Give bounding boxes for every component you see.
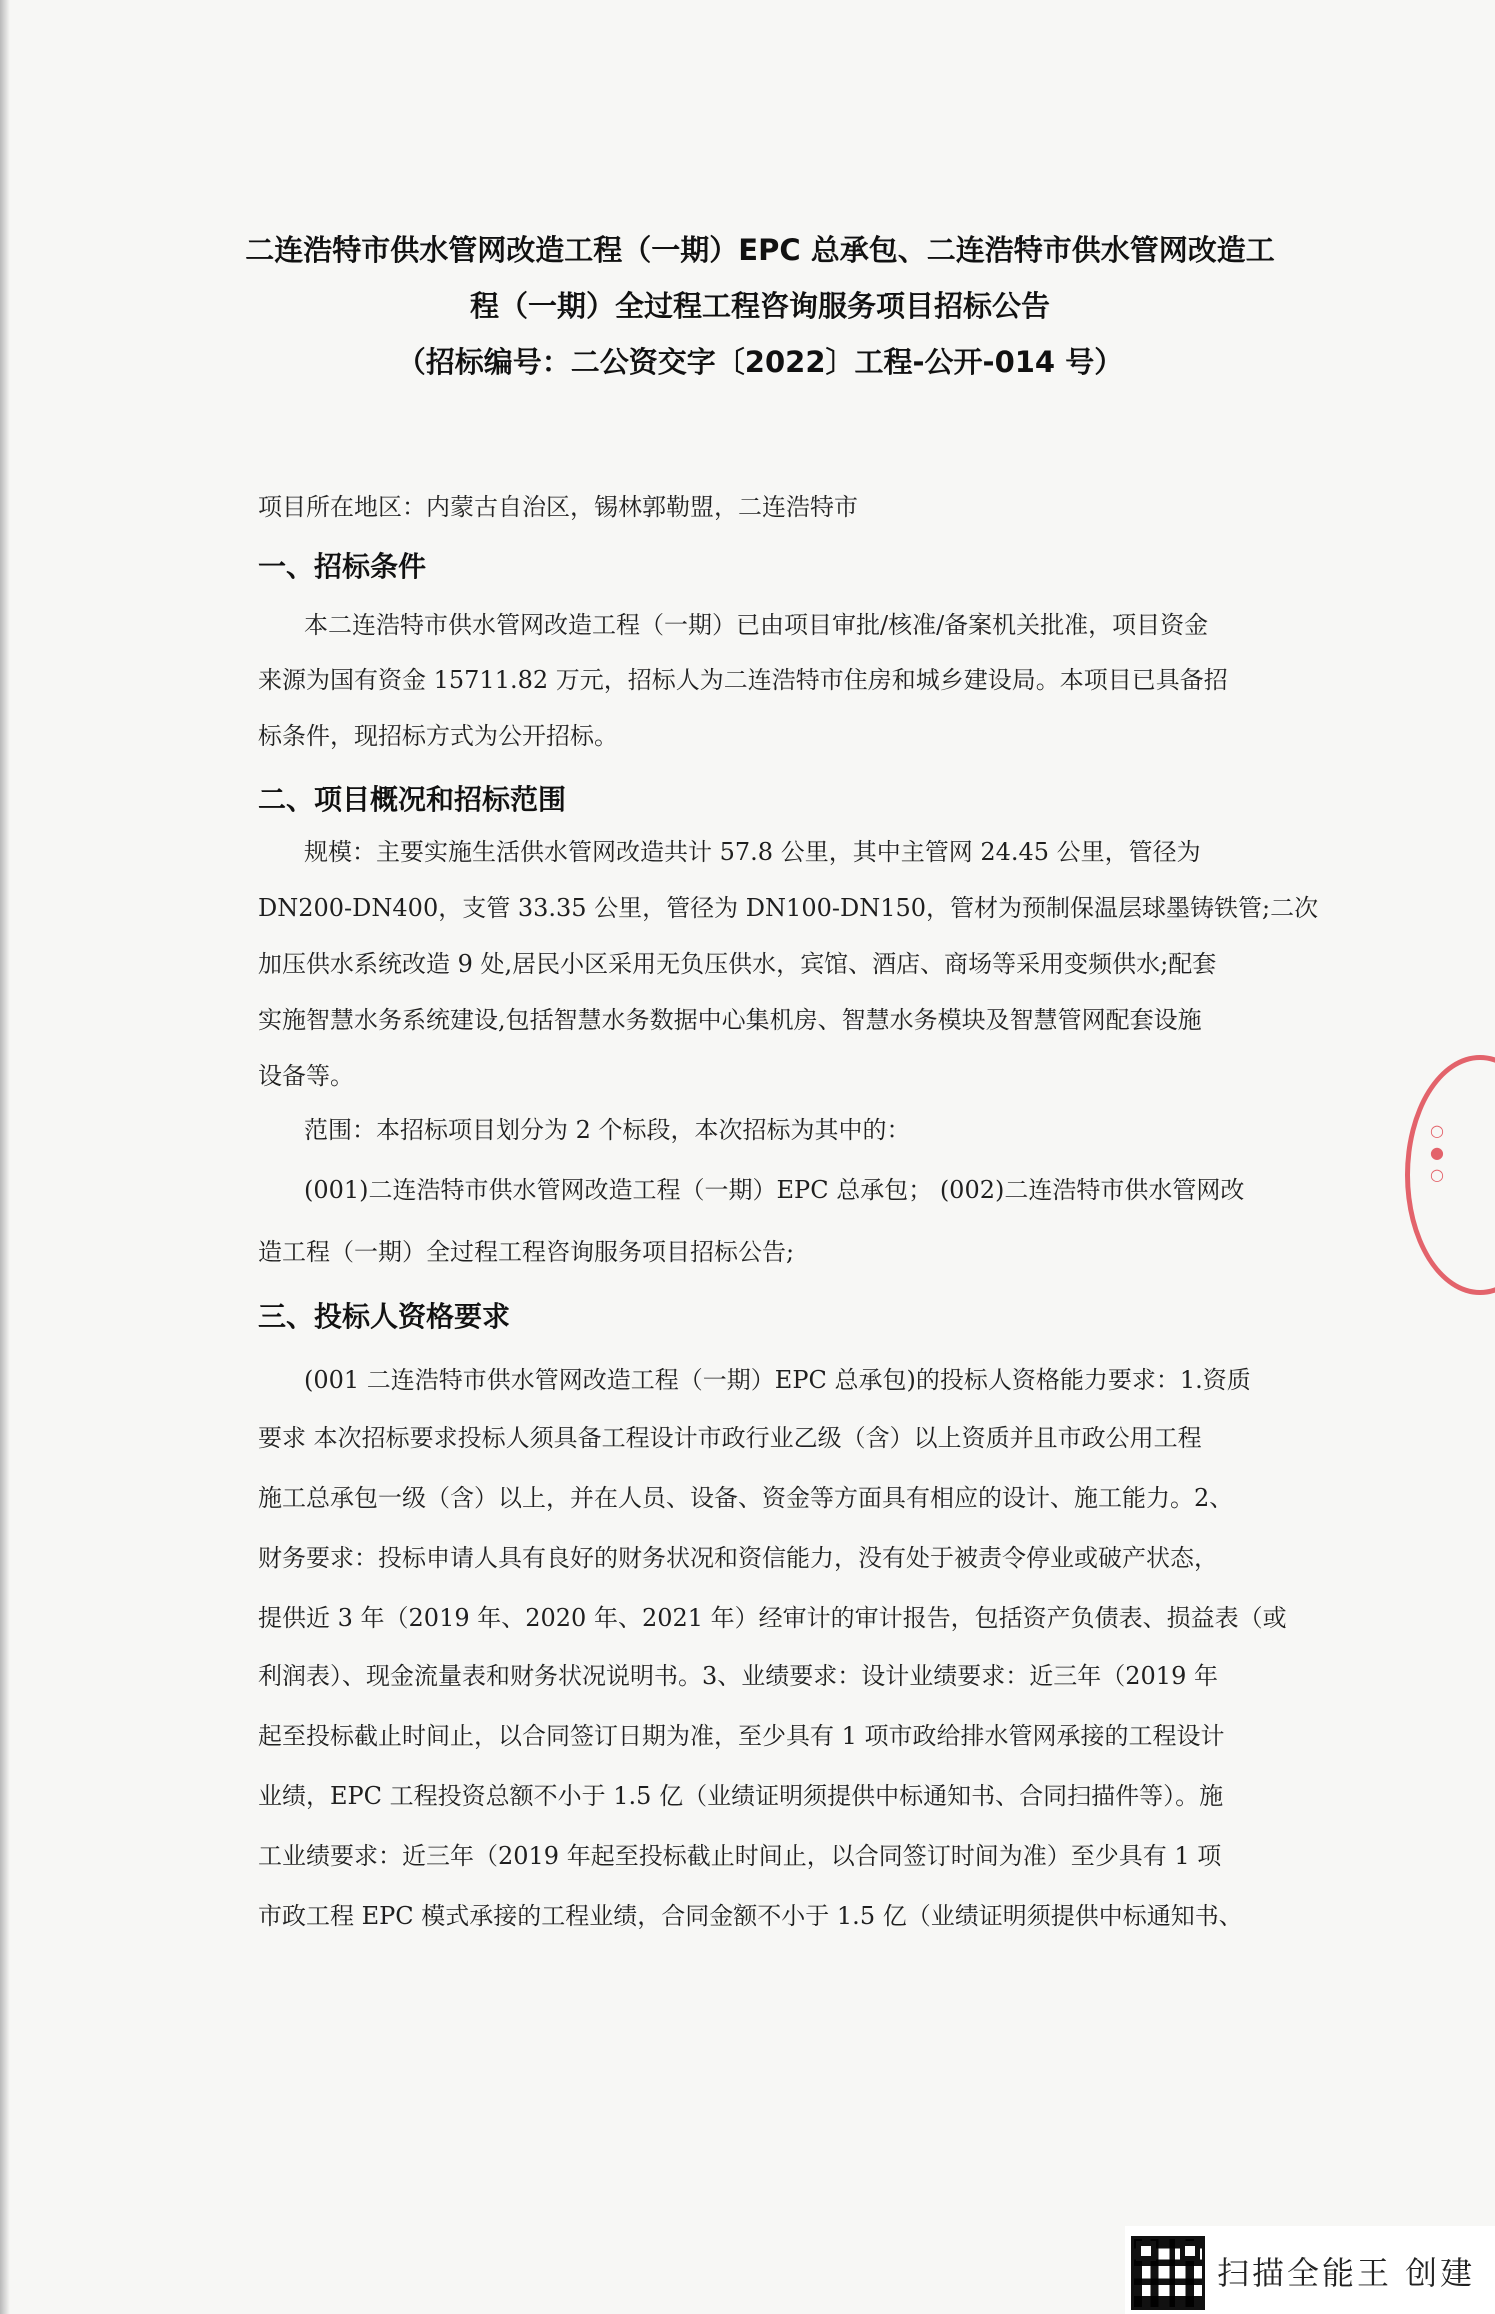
section-3-line: 工业绩要求：近三年（2019 年起至投标截止时间止，以合同签订时间为准）至少具有 1 项: [258, 1842, 1222, 1870]
section-3-line: 财务要求：投标申请人具有良好的财务状况和资信能力，没有处于被责令停业或破产状态，: [258, 1544, 1218, 1572]
qr-code-icon: [1131, 2236, 1205, 2310]
section-3-line: 市政工程 EPC 模式承接的工程业绩，合同金额不小于 1.5 亿（业绩证明须提供中标通知书、: [258, 1902, 1243, 1930]
section-3-line: (001 二连浩特市供水管网改造工程（一期）EPC 总承包)的投标人资格能力要求：1.资质: [304, 1366, 1251, 1394]
section-heading-2: 二、项目概况和招标范围: [258, 783, 567, 816]
section-3-line: 施工总承包一级（含）以上，并在人员、设备、资金等方面具有相应的设计、施工能力。2、: [258, 1484, 1234, 1512]
section-2-line: 实施智慧水务系统建设,包括智慧水务数据中心集机房、智慧水务模块及智慧管网配套设施: [258, 1006, 1202, 1034]
section-3-line: 起至投标截止时间止，以合同签订日期为准，至少具有 1 项市政给排水管网承接的工程设计: [258, 1722, 1225, 1750]
section-heading-3: 三、投标人资格要求: [258, 1300, 511, 1333]
section-1-line: 标条件，现招标方式为公开招标。: [258, 722, 618, 750]
section-1-line: 本二连浩特市供水管网改造工程（一期）已由项目审批/核准/备案机关批准，项目资金: [304, 611, 1209, 639]
section-3-line: 利润表）、现金流量表和财务状况说明书。3、业绩要求：设计业绩要求：近三年（2019 年: [258, 1662, 1218, 1690]
scanner-watermark: [1125, 2226, 1495, 2314]
section-2-line: 规模：主要实施生活供水管网改造共计 57.8 公里，其中主管网 24.45 公里，管径为: [304, 838, 1201, 866]
project-region: 项目所在地区：内蒙古自治区，锡林郭勒盟，二连浩特市: [258, 493, 858, 521]
section-2-line: 范围：本招标项目划分为 2 个标段，本次招标为其中的：: [304, 1116, 911, 1144]
section-heading-1: 一、招标条件: [258, 550, 427, 583]
section-2-line: (001)二连浩特市供水管网改造工程（一期）EPC 总承包； (002)二连浩特市供水管网改: [304, 1176, 1245, 1204]
section-3-line: 业绩，EPC 工程投资总额不小于 1.5 亿（业绩证明须提供中标通知书、合同扫描件等）。施: [258, 1782, 1224, 1810]
section-2-line: 设备等。: [258, 1062, 354, 1090]
scan-shadow-edge: [0, 0, 10, 2314]
section-2-line: DN200-DN400，支管 33.35 公里，管径为 DN100-DN150，管材为预制保温层球墨铸铁管;二次: [258, 894, 1319, 922]
section-3-line: 要求 本次招标要求投标人须具备工程设计市政行业乙级（含）以上资质并且市政公用工程: [258, 1424, 1202, 1452]
watermark-text: 扫描全能王 创建: [1217, 2254, 1476, 2292]
stamp-marks: ○ ● ○: [1430, 1121, 1444, 1184]
title-line-3: （招标编号：二公资交字〔2022〕工程-公开-014 号）: [396, 345, 1124, 379]
section-2-line: 造工程（一期）全过程工程咨询服务项目招标公告;: [258, 1238, 795, 1266]
title-line-2: 程（一期）全过程工程咨询服务项目招标公告: [469, 289, 1050, 323]
title-line-1: 二连浩特市供水管网改造工程（一期）EPC 总承包、二连浩特市供水管网改造工: [245, 233, 1275, 267]
red-seal-stamp: [1405, 1055, 1495, 1295]
section-1-line: 来源为国有资金 15711.82 万元，招标人为二连浩特市住房和城乡建设局。本项目已具备招: [258, 666, 1228, 694]
section-2-line: 加压供水系统改造 9 处,居民小区采用无负压供水，宾馆、酒店、商场等采用变频供水;配套: [258, 950, 1217, 978]
notice-title: [240, 222, 1280, 390]
section-3-line: 提供近 3 年（2019 年、2020 年、2021 年）经审计的审计报告，包括资产负债表、损益表（或: [258, 1604, 1287, 1632]
